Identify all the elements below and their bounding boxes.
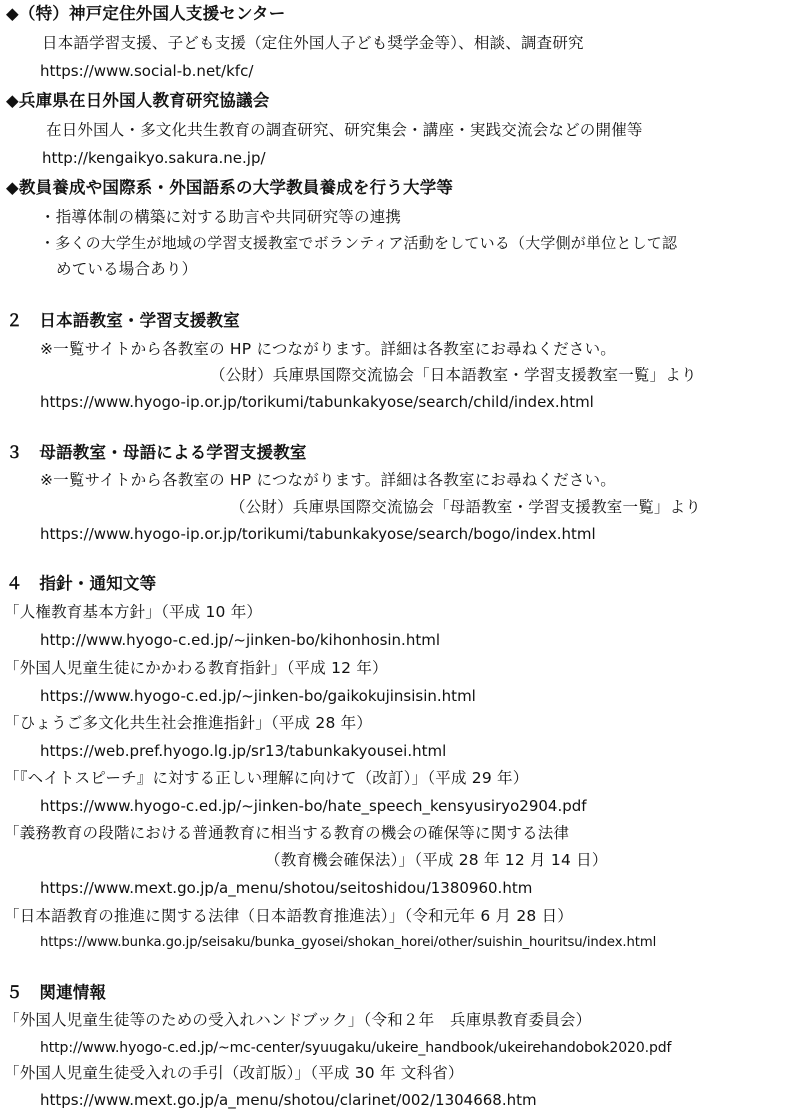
org-kobe-title: ◆（特）神戸定住外国人支援センター <box>6 4 286 23</box>
org-kobe-link[interactable]: https://www.social-b.net/kfc/ <box>40 62 254 80</box>
section-3-note: ※一覧サイトから各教室の HP につながります。詳細は各教室にお尋ねください。 <box>40 471 617 489</box>
section-5-heading: ５ 関連情報 <box>6 983 107 1002</box>
guideline-link[interactable]: https://www.hyogo-c.ed.jp/~jinken-bo/gaikokujinsisin.html <box>40 687 476 705</box>
universities-bullet-1: ・指導体制の構築に対する助言や共同研究等の連携 <box>40 208 402 226</box>
guideline-link[interactable]: https://web.pref.hyogo.lg.jp/sr13/tabunkakyousei.html <box>40 742 447 760</box>
section-3-link[interactable]: https://www.hyogo-ip.or.jp/torikumi/tabunkakyose/search/bogo/index.html <box>40 525 596 543</box>
universities-title: ◆教員養成や国際系・外国語系の大学教員養成を行う大学等 <box>6 178 454 197</box>
section-4-heading: ４ 指針・通知文等 <box>6 574 157 593</box>
universities-bullet-2-cont: めている場合あり） <box>56 260 198 278</box>
guideline-link[interactable]: https://www.bunka.go.jp/seisaku/bunka_gyosei/shokan_horei/other/suishin_houritsu/index.html <box>40 935 657 950</box>
guideline-title: 「日本語教育の推進に関する法律（日本語教育推進法）」（令和元年 6 月 28 日） <box>4 907 573 925</box>
section-2-source: （公財）兵庫県国際交流協会「日本語教室・学習支援教室一覧」より <box>210 366 697 384</box>
guideline-link[interactable]: https://www.mext.go.jp/a_menu/shotou/seitoshidou/1380960.htm <box>40 879 533 897</box>
guideline-title: 「ひょうご多文化共生社会推進指針」（平成 28 年） <box>4 714 373 732</box>
section-2-heading: ２ 日本語教室・学習支援教室 <box>6 311 240 330</box>
guideline-title: 「人権教育基本方針」（平成 10 年） <box>4 603 263 621</box>
guideline-link[interactable]: https://www.hyogo-c.ed.jp/~jinken-bo/hate_speech_kensyusiryo2904.pdf <box>40 797 587 815</box>
related-info-title: 「外国人児童生徒等のための受入れハンドブック」（令和２年 兵庫県教育委員会） <box>4 1011 592 1029</box>
org-hyogo-council-title: ◆兵庫県在日外国人教育研究協議会 <box>6 91 270 110</box>
related-info-link[interactable]: https://www.mext.go.jp/a_menu/shotou/clarinet/002/1304668.htm <box>40 1091 537 1109</box>
guideline-title: 「外国人児童生徒にかかわる教育指針」（平成 12 年） <box>4 659 388 677</box>
guideline-link[interactable]: http://www.hyogo-c.ed.jp/~jinken-bo/kihonhosin.html <box>40 631 440 649</box>
org-kobe-description: 日本語学習支援、子ども支援（定住外国人子ども奨学金等）、相談、調査研究 <box>42 34 584 52</box>
universities-bullet-2: ・多くの大学生が地域の学習支援教室でボランティア活動をしている（大学側が単位として認 <box>40 234 678 252</box>
guideline-title: 「『ヘイトスピーチ』に対する正しい理解に向けて（改訂）」（平成 29 年） <box>4 769 529 787</box>
section-3-heading: ３ 母語教室・母語による学習支援教室 <box>6 443 307 462</box>
org-hyogo-council-link[interactable]: http://kengaikyo.sakura.ne.jp/ <box>42 149 266 167</box>
org-hyogo-council-description: 在日外国人・多文化共生教育の調査研究、研究集会・講座・実践交流会などの開催等 <box>46 121 643 139</box>
section-3-source: （公財）兵庫県国際交流協会「母語教室・学習支援教室一覧」より <box>230 498 702 516</box>
related-info-link[interactable]: http://www.hyogo-c.ed.jp/~mc-center/syuugaku/ukeire_handbook/ukeirehandobok2020.pdf <box>40 1040 672 1056</box>
guideline-title: 「義務教育の段階における普通教育に相当する教育の機会の確保等に関する法律 <box>4 824 570 842</box>
section-2-note: ※一覧サイトから各教室の HP につながります。詳細は各教室にお尋ねください。 <box>40 340 617 358</box>
section-2-link[interactable]: https://www.hyogo-ip.or.jp/torikumi/tabunkakyose/search/child/index.html <box>40 393 594 411</box>
guideline-title-cont: （教育機会確保法）」（平成 28 年 12 月 14 日） <box>265 851 608 869</box>
related-info-title: 「外国人児童生徒受入れの手引（改訂版）」（平成 30 年 文科省） <box>4 1064 464 1082</box>
